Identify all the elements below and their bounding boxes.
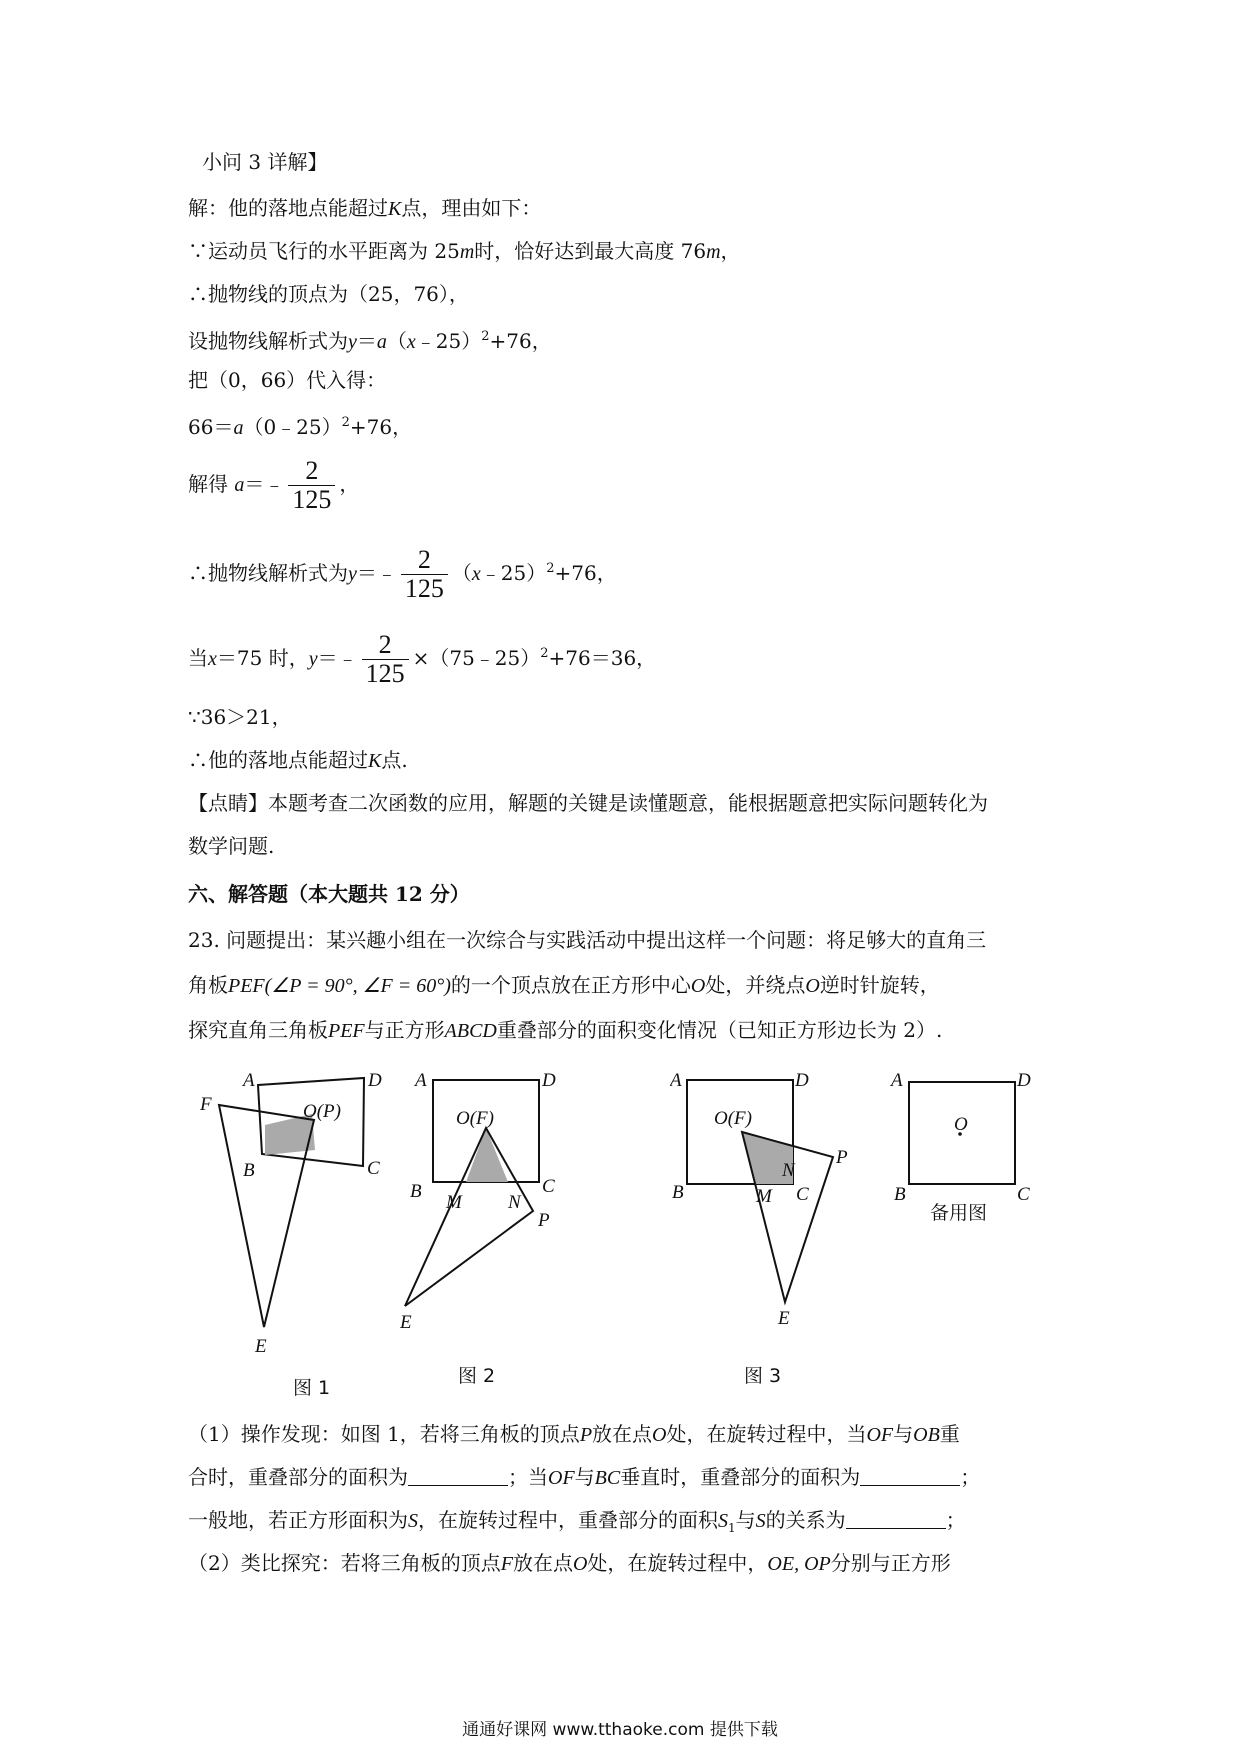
solution-result: ∴抛物线解析式为y＝﹣ $\frac{2}{125}$ （x﹣25）$^2$+76，	[188, 545, 617, 603]
solution-substitute: 把（0，66）代入得：	[188, 368, 387, 392]
footer-credit: 通通好课网 www.tthaoke.com 提供下载	[462, 1720, 778, 1740]
label-d: D	[795, 1070, 809, 1091]
label-c: C	[542, 1176, 555, 1197]
part-2-line-1: （2）类比探究：若将三角板的顶点F放在点O处，在旋转过程中，OE, OP分别与正方形	[188, 1551, 951, 1575]
solution-intro: 解：他的落地点能超过K点，理由如下：	[188, 196, 542, 220]
comment-line-2: 数学问题.	[188, 834, 275, 858]
solution-because-2: ∵36＞21，	[188, 705, 292, 729]
label-e: E	[778, 1308, 790, 1329]
fraction: $\frac{2}{125}$	[362, 631, 409, 688]
label-a: A	[670, 1070, 682, 1091]
solution-set-form: 设抛物线解析式为y＝a（x﹣25）$^2$+76，	[188, 329, 552, 353]
question-23-line-2: 角板PEF(∠P = 90°, ∠F = 60°)的一个顶点放在正方形中心O处，并绕点O逆时针旋转，	[188, 973, 940, 997]
figure-3	[670, 1062, 870, 1402]
label-e: E	[400, 1312, 412, 1333]
part-1-line-1: （1）操作发现：如图 1，若将三角板的顶点P放在点O处，在旋转过程中，当OF与OB重	[188, 1422, 960, 1446]
label-p: P	[538, 1210, 550, 1231]
answer-blank-1[interactable]	[408, 1465, 508, 1486]
figure-3-caption: 图 3	[744, 1365, 782, 1387]
label-d: D	[542, 1070, 556, 1091]
label-n: N	[782, 1160, 795, 1181]
triangle-pef	[405, 1128, 533, 1306]
solution-because-1: ∵运动员飞行的水平距离为 25m时，恰好达到最大高度 76m，	[188, 239, 741, 263]
solution-evaluate: 当x＝75 时，y＝﹣ $\frac{2}{125}$ ×（75﹣25）$^2$+76＝36，	[188, 630, 657, 688]
label-b: B	[410, 1181, 422, 1202]
label-d: D	[1017, 1070, 1031, 1091]
figure-1-caption: 图 1	[293, 1377, 331, 1399]
figure-1	[195, 1062, 405, 1402]
label-op: O(P)	[303, 1101, 341, 1122]
label-d: D	[368, 1070, 382, 1091]
part-1-line-2: 合时，重叠部分的面积为 ；当OF与BC垂直时，重叠部分的面积为 ；	[188, 1465, 981, 1489]
subquestion-3-heading: 小问 3 详解】	[202, 150, 328, 174]
label-b: B	[894, 1184, 906, 1205]
solution-vertex: ∴抛物线的顶点为（25，76），	[188, 282, 469, 306]
solution-equation: 66＝a（0﹣25）$^2$+76，	[188, 415, 413, 439]
label-of: O(F)	[456, 1108, 494, 1129]
answer-blank-2[interactable]	[860, 1465, 960, 1486]
solution-solve-a: 解得 a＝﹣ $\frac{2}{125}$ ，	[188, 456, 360, 514]
question-23-line-1: 23. 问题提出：某兴趣小组在一次综合与实践活动中提出这样一个问题：将足够大的直角三	[188, 928, 987, 952]
fraction: $\frac{2}{125}$	[288, 457, 335, 514]
label-a: A	[243, 1070, 255, 1091]
figure-spare	[888, 1062, 1048, 1222]
figure-2	[400, 1062, 610, 1402]
label-b: B	[243, 1160, 255, 1181]
label-of: O(F)	[714, 1108, 752, 1129]
solution-conclusion: ∴他的落地点能超过K点.	[188, 748, 408, 772]
label-f: F	[200, 1094, 212, 1115]
label-o: O	[954, 1114, 968, 1135]
label-a: A	[415, 1070, 427, 1091]
label-c: C	[367, 1158, 380, 1179]
label-p: P	[836, 1147, 848, 1168]
fraction: $\frac{2}{125}$	[401, 546, 448, 603]
label-e: E	[255, 1336, 267, 1357]
label-m: M	[756, 1186, 772, 1207]
figure-2-caption: 图 2	[458, 1365, 496, 1387]
section-six-heading: 六、解答题（本大题共 12 分）	[188, 882, 470, 906]
label-a: A	[891, 1070, 903, 1091]
label-n: N	[508, 1192, 521, 1213]
label-c: C	[1017, 1184, 1030, 1205]
question-23-line-3: 探究直角三角板PEF与正方形ABCD重叠部分的面积变化情况（已知正方形边长为 2）.	[188, 1018, 943, 1042]
label-c: C	[796, 1184, 809, 1205]
spare-figure-caption: 备用图	[930, 1202, 988, 1222]
label-m: M	[446, 1192, 462, 1213]
label-b: B	[672, 1182, 684, 1203]
comment-line-1: 【点睛】本题考查二次函数的应用，解题的关键是读懂题意，能根据题意把实际问题转化为	[188, 791, 988, 815]
answer-blank-3[interactable]	[846, 1508, 946, 1529]
part-1-line-3: 一般地，若正方形面积为S，在旋转过程中，重叠部分的面积$S_1$与S的关系为 ；	[188, 1508, 966, 1535]
